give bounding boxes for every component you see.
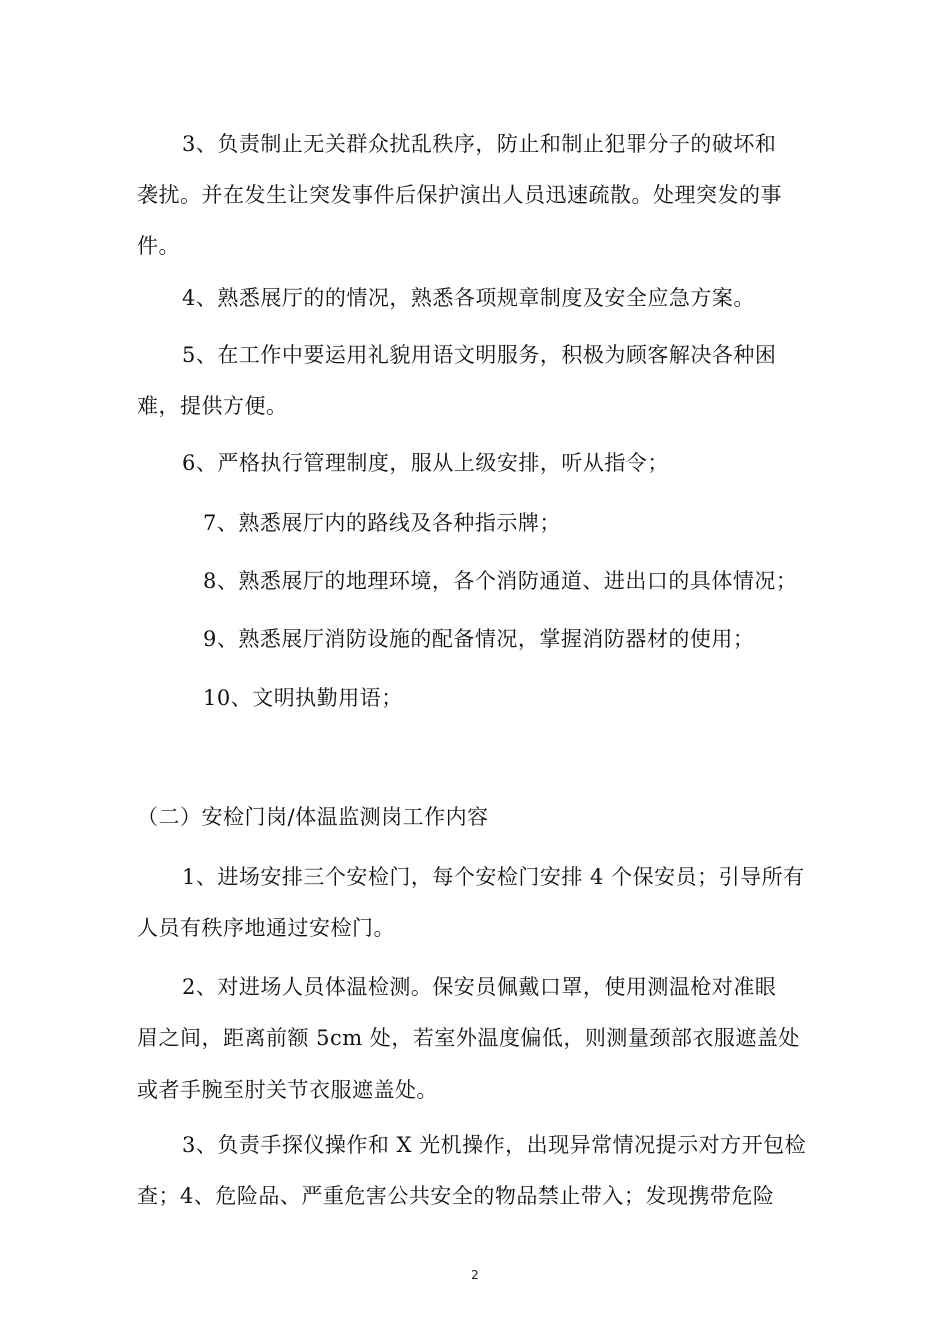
- paragraph-line: 2、对进场人员体温检测。保安员佩戴口罩，使用测温枪对准眼: [182, 975, 777, 999]
- paragraph-line: 4、熟悉展厅的的情况，熟悉各项规章制度及安全应急方案。: [182, 286, 755, 310]
- paragraph-line: 7、熟悉展厅内的路线及各种指示牌；: [203, 511, 561, 535]
- section-heading: （二）安检门岗/体温监测岗工作内容: [137, 805, 489, 829]
- page-number: 2: [471, 1268, 479, 1282]
- paragraph-line: 查；4、危险品、严重危害公共安全的物品禁止带入；发现携带危险: [137, 1184, 775, 1208]
- paragraph-line: 袭扰。并在发生让突发事件后保护演出人员迅速疏散。处理突发的事: [137, 183, 782, 207]
- paragraph-line: 8、熟悉展厅的地理环境，各个消防通道、进出口的具体情况；: [203, 569, 798, 593]
- paragraph-line: 人员有秩序地通过安检门。: [137, 916, 395, 940]
- paragraph-line: 3、负责手探仪操作和 X 光机操作，出现异常情况提示对方开包检: [182, 1133, 807, 1157]
- paragraph-line: 或者手腕至肘关节衣服遮盖处。: [137, 1078, 438, 1102]
- paragraph-line: 件。: [137, 234, 180, 258]
- paragraph-line: 9、熟悉展厅消防设施的配备情况，掌握消防器材的使用；: [203, 627, 755, 651]
- paragraph-line: 10、文明执勤用语；: [203, 686, 403, 710]
- paragraph-line: 眉之间，距离前额 5cm 处，若室外温度偏低，则测量颈部衣服遮盖处: [137, 1026, 800, 1050]
- paragraph-line: 5、在工作中要运用礼貌用语文明服务，积极为顾客解决各种困: [182, 343, 777, 367]
- paragraph-line: 难，提供方便。: [137, 394, 288, 418]
- paragraph-line: 6、严格执行管理制度，服从上级安排，听从指令；: [182, 451, 669, 475]
- paragraph-line: 3、负责制止无关群众扰乱秩序，防止和制止犯罪分子的破坏和: [182, 132, 777, 156]
- paragraph-line: 1、进场安排三个安检门，每个安检门安排 4 个保安员；引导所有: [182, 865, 805, 889]
